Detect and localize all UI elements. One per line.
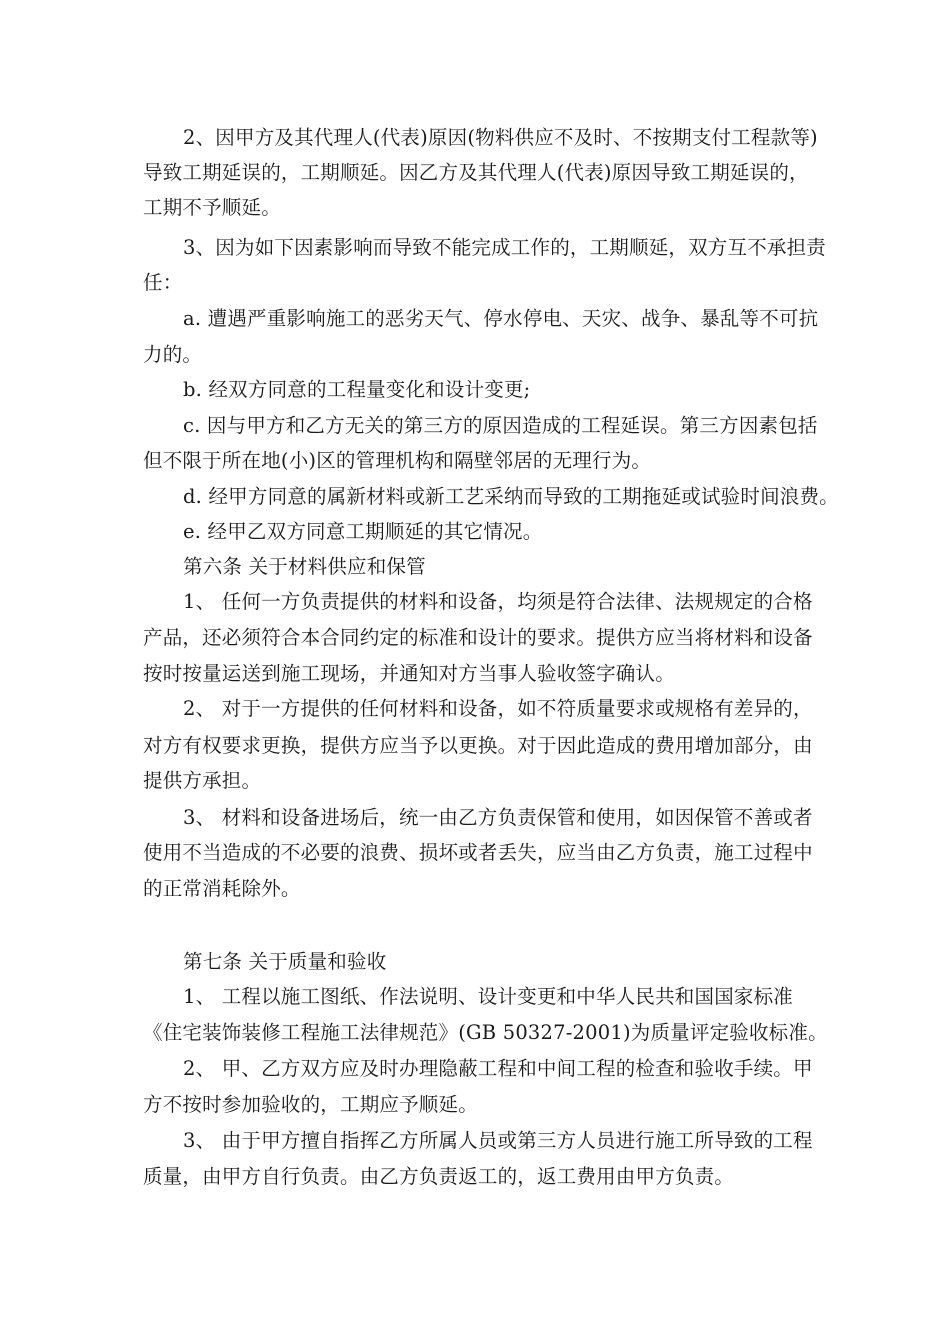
- paragraph-line: d. 经甲方同意的属新材料或新工艺采纳而导致的工期拖延或试验时间浪费。: [183, 485, 839, 508]
- paragraph-line: 《住宅装饰装修工程施工法律规范》(GB 50327-2001)为质量评定验收标准。: [143, 1021, 828, 1044]
- paragraph-line: 2、 对于一方提供的任何材料和设备，如不符质量要求或规格有差异的，: [183, 697, 813, 720]
- paragraph-line: 提供方承担。: [143, 769, 262, 792]
- paragraph-line: 2、因甲方及其代理人(代表)原因(物料供应不及时、不按期支付工程款等): [183, 126, 818, 149]
- section-heading: 第六条 关于材料供应和保管: [183, 555, 426, 578]
- paragraph-line: 工期不予顺延。: [143, 196, 281, 219]
- paragraph-line: a. 遭遇严重影响施工的恶劣天气、停水停电、天灾、战争、暴乱等不可抗: [183, 307, 819, 330]
- paragraph-line: 1、 工程以施工图纸、作法说明、设计变更和中华人民共和国国家标准: [183, 985, 794, 1008]
- paragraph-line: 方不按时参加验收的，工期应予顺延。: [143, 1093, 478, 1116]
- paragraph-line: 对方有权要求更换，提供方应当予以更换。对于因此造成的费用增加部分，由: [143, 734, 813, 757]
- paragraph-line: 1、 任何一方负责提供的材料和设备，均须是符合法律、法规规定的合格: [183, 590, 813, 613]
- paragraph-line: 3、因为如下因素影响而导致不能完成工作的，工期顺延，双方互不承担责: [183, 236, 827, 259]
- paragraph-line: 力的。: [143, 343, 203, 366]
- paragraph-line: 3、 材料和设备进场后，统一由乙方负责保管和使用，如因保管不善或者: [183, 806, 813, 829]
- paragraph-line: 按时按量运送到施工现场，并通知对方当事人验收签字确认。: [143, 662, 675, 685]
- section-heading: 第七条 关于质量和验收: [183, 950, 387, 973]
- paragraph-line: 任：: [143, 271, 183, 294]
- paragraph-line: 3、 由于甲方擅自指挥乙方所属人员或第三方人员进行施工所导致的工程: [183, 1129, 813, 1152]
- paragraph-line: 2、 甲、乙方双方应及时办理隐蔽工程和中间工程的检查和验收手续。甲: [183, 1057, 813, 1080]
- paragraph-line: 的正常消耗除外。: [143, 877, 301, 900]
- paragraph-line: 使用不当造成的不必要的浪费、损坏或者丢失，应当由乙方负责，施工过程中: [143, 841, 813, 864]
- paragraph-line: 但不限于所在地(小)区的管理机构和隔壁邻居的无理行为。: [143, 449, 652, 472]
- paragraph-line: e. 经甲乙双方同意工期顺延的其它情况。: [183, 520, 543, 543]
- paragraph-line: c. 因与甲方和乙方无关的第三方的原因造成的工程延误。第三方因素包括: [183, 414, 818, 437]
- paragraph-line: 导致工期延误的，工期顺延。因乙方及其代理人(代表)原因导致工期延误的，: [143, 161, 809, 184]
- paragraph-line: b. 经双方同意的工程量变化和设计变更;: [183, 378, 531, 401]
- paragraph-line: 质量，由甲方自行负责。由乙方负责返工的，返工费用由甲方负责。: [143, 1165, 735, 1188]
- paragraph-line: 产品，还必须符合本合同约定的标准和设计的要求。提供方应当将材料和设备: [143, 626, 813, 649]
